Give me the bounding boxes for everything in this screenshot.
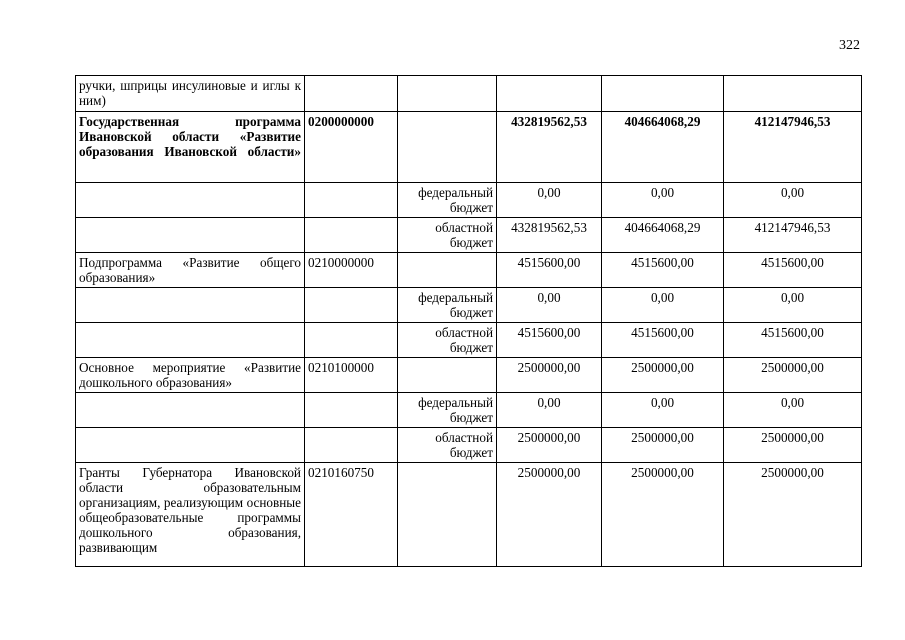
row-value-3: 0,00: [724, 393, 862, 428]
table-row: [76, 288, 862, 323]
row-value-2: 404664068,29: [602, 112, 724, 183]
table-row: [76, 463, 862, 567]
table-row: [76, 393, 862, 428]
row-name: [76, 323, 305, 358]
row-source: федеральный бюджет: [398, 393, 497, 428]
row-value-3: 4515600,00: [724, 323, 862, 358]
table-row: [76, 323, 862, 358]
row-value-2: 0,00: [602, 393, 724, 428]
row-value-2: 4515600,00: [602, 253, 724, 288]
page-number: 322: [839, 38, 860, 53]
row-code: [305, 218, 398, 253]
row-source: областной бюджет: [398, 218, 497, 253]
row-value-2: 0,00: [602, 288, 724, 323]
row-value-2: 4515600,00: [602, 323, 724, 358]
row-value-3: 0,00: [724, 288, 862, 323]
table-row: [76, 218, 862, 253]
table-row: [76, 183, 862, 218]
row-value-3: [724, 76, 862, 112]
row-source: федеральный бюджет: [398, 288, 497, 323]
row-value-3: 2500000,00: [724, 428, 862, 463]
row-name: Основное мероприятие «Развитие дошкольного образования»: [76, 358, 305, 393]
row-value-1: 432819562,53: [497, 112, 602, 183]
row-code: [305, 76, 398, 112]
row-code: 0210000000: [305, 253, 398, 288]
row-code: 0210100000: [305, 358, 398, 393]
table-row: [76, 112, 862, 183]
row-name: ручки, шприцы инсулиновые и иглы к ним): [76, 76, 305, 112]
row-value-3: 4515600,00: [724, 253, 862, 288]
row-value-1: 2500000,00: [497, 358, 602, 393]
row-source: [398, 112, 497, 183]
row-code: [305, 183, 398, 218]
row-value-2: 2500000,00: [602, 358, 724, 393]
row-source: [398, 463, 497, 567]
row-source: [398, 358, 497, 393]
row-value-2: 404664068,29: [602, 218, 724, 253]
row-value-2: 2500000,00: [602, 428, 724, 463]
row-code: [305, 393, 398, 428]
table-row: [76, 358, 862, 393]
row-value-3: 2500000,00: [724, 463, 862, 567]
row-value-2: 0,00: [602, 183, 724, 218]
row-value-2: [602, 76, 724, 112]
row-code: [305, 428, 398, 463]
row-name: Подпрограмма «Развитие общего образования»: [76, 253, 305, 288]
row-value-3: 412147946,53: [724, 218, 862, 253]
table-row: [76, 428, 862, 463]
row-name: [76, 428, 305, 463]
row-code: [305, 288, 398, 323]
row-value-3: 2500000,00: [724, 358, 862, 393]
row-name: [76, 288, 305, 323]
row-source: областной бюджет: [398, 428, 497, 463]
row-value-1: 0,00: [497, 183, 602, 218]
table-row: [76, 76, 862, 112]
row-name: [76, 393, 305, 428]
row-value-1: 4515600,00: [497, 253, 602, 288]
row-name: Государственная программа Ивановской области «Развитие образования Ивановской области»: [76, 112, 305, 183]
row-code: [305, 323, 398, 358]
row-source: [398, 76, 497, 112]
row-value-3: 412147946,53: [724, 112, 862, 183]
row-value-1: 0,00: [497, 288, 602, 323]
row-source: [398, 253, 497, 288]
budget-table: [75, 75, 862, 567]
row-value-1: 4515600,00: [497, 323, 602, 358]
row-value-3: 0,00: [724, 183, 862, 218]
row-source: федеральный бюджет: [398, 183, 497, 218]
row-value-1: 432819562,53: [497, 218, 602, 253]
row-name: [76, 183, 305, 218]
row-code: 0210160750: [305, 463, 398, 567]
row-value-1: [497, 76, 602, 112]
row-value-1: 0,00: [497, 393, 602, 428]
row-name: [76, 218, 305, 253]
row-value-1: 2500000,00: [497, 428, 602, 463]
table-row: [76, 253, 862, 288]
row-name: Гранты Губернатора Ивановской области образовательным организациям, реализующим основные общеобразовательные программы дошкольного образования, развивающим: [76, 463, 305, 567]
row-code: 0200000000: [305, 112, 398, 183]
row-value-2: 2500000,00: [602, 463, 724, 567]
row-source: областной бюджет: [398, 323, 497, 358]
row-value-1: 2500000,00: [497, 463, 602, 567]
